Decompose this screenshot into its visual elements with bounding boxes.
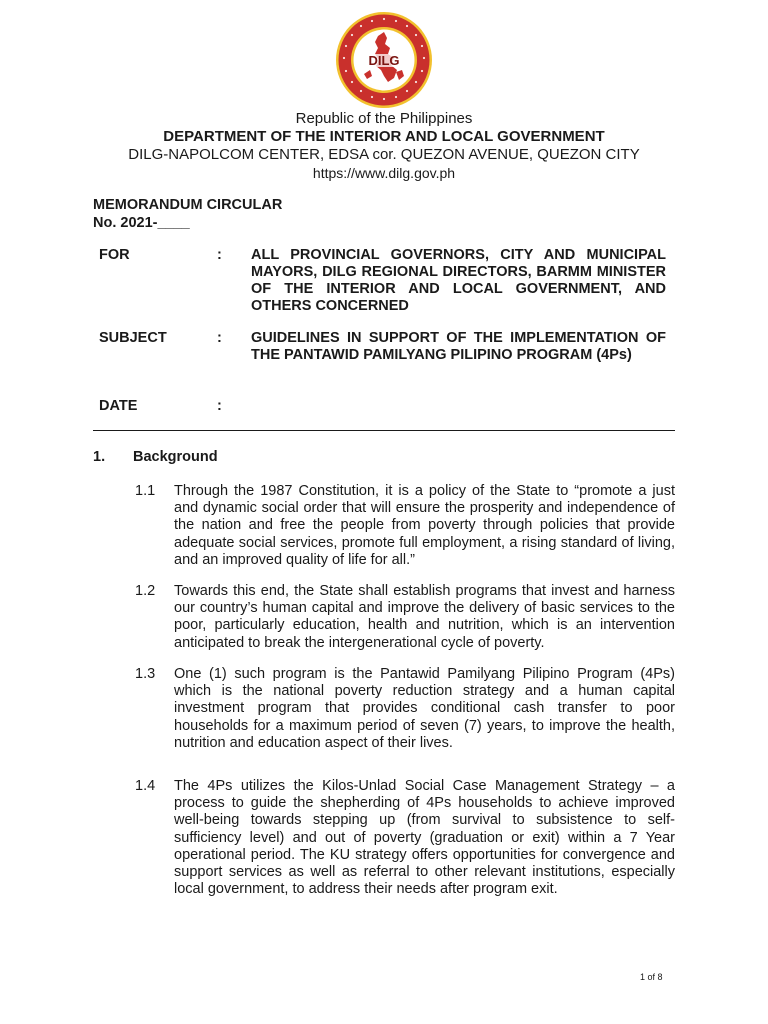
paragraph-text: Through the 1987 Constitution, it is a policy of the State to “promote a just and dynamic social order that will ensure the prosperity and independence of the nation and free the people from poverty through policies that provide adequate social services, promote full employment, a rising standard of living, and an improved quality of life for all.” [174,483,675,568]
page-number: 1 of 8 [640,972,663,982]
department-website: https://www.dilg.gov.ph [312,165,456,181]
paragraph-text: Towards this end, the State shall establish programs that invest and harness our country’s human capital and improve the delivery of basic services to the poor, particularly education, health and nutrition, which is an intervention anticipated to break the intergenerational cycle of poverty. [174,583,675,651]
letterhead [0,110,768,182]
subject-value: GUIDELINES IN SUPPORT OF THE IMPLEMENTATION OF THE PANTAWID PAMILYANG PILIPINO PROGRAM (4Ps) [251,330,666,363]
date-colon: : [217,398,222,414]
memo-type: MEMORANDUM CIRCULAR [93,197,283,213]
department-address: DILG-NAPOLCOM CENTER, EDSA cor. QUEZON AVENUE, QUEZON CITY [128,146,640,163]
dilg-seal-logo [334,10,434,110]
memo-number: No. 2021-____ [93,215,190,231]
paragraph-number: 1.3 [135,666,156,682]
for-colon: : [217,247,222,263]
paragraph-text: The 4Ps utilizes the Kilos-Unlad Social Case Management Strategy – a process to guide the shepherding of 4Ps households to achieve improved well-being towards stepping up (from survival to subsistence to self-sufficiency level) and out of poverty (graduation or exit) within a 7 Year operational period. The KU strategy offers opportunities for convergence and support services as well as referral to other relevant institutions, especially local government, to address their needs after program exit. [174,778,675,898]
subject-colon: : [217,330,222,346]
memo-header [93,196,282,232]
subject-label: SUBJECT [99,330,167,346]
header-divider [93,430,675,431]
section-title: Background [133,449,218,465]
seal-center-text: DILG [368,53,400,68]
for-label: FOR [99,247,130,263]
department-name: DEPARTMENT OF THE INTERIOR AND LOCAL GOVERNMENT [163,128,605,145]
date-label: DATE [99,398,138,414]
section-number: 1. [93,449,106,465]
paragraph-number: 1.4 [135,778,156,794]
paragraph-number: 1.2 [135,583,156,599]
for-value: ALL PROVINCIAL GOVERNORS, CITY AND MUNICIPAL MAYORS, DILG REGIONAL DIRECTORS, BARMM MINISTER OF THE INTERIOR AND LOCAL GOVERNMENT, AND OTHERS CONCERNED [251,247,666,314]
paragraph-number: 1.1 [135,483,156,499]
paragraph-text: One (1) such program is the Pantawid Pamilyang Pilipino Program (4Ps) which is the national poverty reduction strategy and a human capital investment program that provides conditional cash transfer to poor households for a maximum period of seven (7) years, to improve the health, nutrition and education aspect of their lives. [174,666,675,751]
republic-line: Republic of the Philippines [295,110,473,127]
